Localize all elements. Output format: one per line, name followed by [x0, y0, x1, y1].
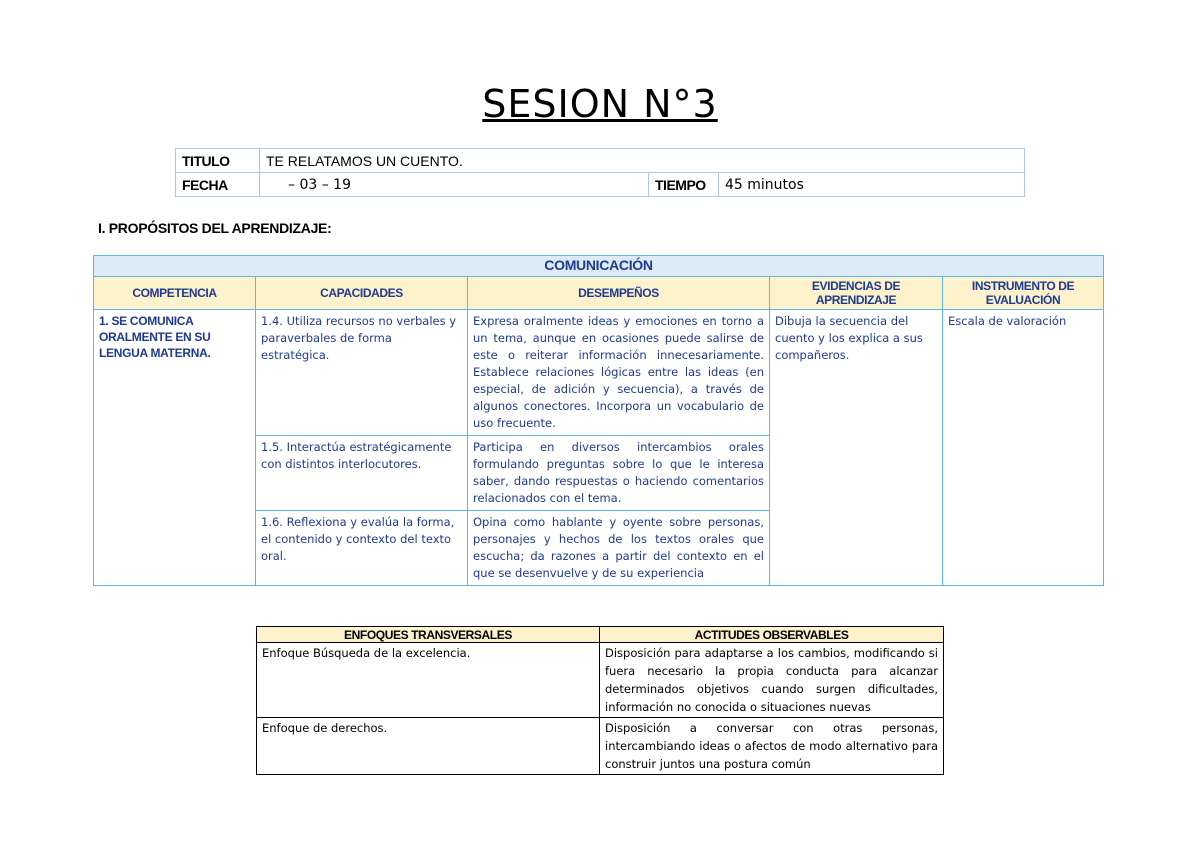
header-evidencias: EVIDENCIAS DE APRENDIZAJE [770, 277, 943, 310]
header-instrumento: INSTRUMENTO DE EVALUACIÓN [943, 277, 1104, 310]
titulo-label: TITULO [176, 149, 260, 173]
enfoque-cell: Enfoque Búsqueda de la excelencia. [257, 643, 600, 718]
purposes-table [93, 255, 1104, 586]
fecha-label: FECHA [176, 173, 260, 197]
actitud-cell: Disposición a conversar con otras personas, intercambiando ideas o afectos de modo alternativo para construir juntos una postura común [600, 718, 944, 775]
header-actitudes: ACTITUDES OBSERVABLES [600, 627, 944, 643]
table-row [94, 310, 1104, 436]
fecha-row [176, 173, 1025, 197]
desempeno-cell: Expresa oralmente ideas y emociones en torno a un tema, aunque en ocasiones puede salirse de este o reiterar información innecesariamente. Establece relaciones lógicas entre las ideas (en especial, de adición y secuencia), a través de algunos conectores. Incorpora un vocabulario de uso frecuente. [468, 310, 770, 436]
fecha-value: – 03 – 19 [260, 173, 649, 197]
titulo-row [176, 149, 1025, 173]
session-info-table [175, 148, 1025, 197]
capacidad-cell: 1.6. Reflexiona y evalúa la forma, el contenido y contexto del texto oral. [256, 511, 468, 586]
table-row [257, 718, 944, 775]
header-competencia: COMPETENCIA [94, 277, 256, 310]
desempeno-cell: Participa en diversos intercambios orales formulando preguntas sobre lo que le interesa saber, dando respuestas o haciendo comentarios relacionados con el tema. [468, 436, 770, 511]
titulo-value: TE RELATAMOS UN CUENTO. [260, 149, 1025, 173]
capacidad-cell: 1.5. Interactúa estratégicamente con distintos interlocutores. [256, 436, 468, 511]
tiempo-label: TIEMPO [649, 173, 719, 197]
header-desempenos: DESEMPEÑOS [468, 277, 770, 310]
header-enfoques: ENFOQUES TRANSVERSALES [257, 627, 600, 643]
area-header: COMUNICACIÓN [94, 256, 1104, 277]
enfoque-cell: Enfoque de derechos. [257, 718, 600, 775]
competencia-cell: 1. SE COMUNICA ORALMENTE EN SU LENGUA MATERNA. [94, 310, 256, 586]
capacidad-cell: 1.4. Utiliza recursos no verbales y paraverbales de forma estratégica. [256, 310, 468, 436]
tiempo-value: 45 minutos [719, 173, 1025, 197]
header-capacidades: CAPACIDADES [256, 277, 468, 310]
evidencia-cell: Dibuja la secuencia del cuento y los explica a sus compañeros. [770, 310, 943, 586]
enfoques-table [256, 626, 944, 775]
page-title: SESION N°3 [482, 82, 718, 126]
instrumento-cell: Escala de valoración [943, 310, 1104, 586]
section-heading: I. PROPÓSITOS DEL APRENDIZAJE: [98, 220, 332, 236]
table-row [257, 643, 944, 718]
desempeno-cell: Opina como hablante y oyente sobre personas, personajes y hechos de los textos orales que escucha; da razones a partir del contexto en el que se desenvuelve y de su experiencia [468, 511, 770, 586]
actitud-cell: Disposición para adaptarse a los cambios, modificando si fuera necesario la propia conducta para alcanzar determinados objetivos cuando surgen dificultades, información no conocida o situaciones nuevas [600, 643, 944, 718]
